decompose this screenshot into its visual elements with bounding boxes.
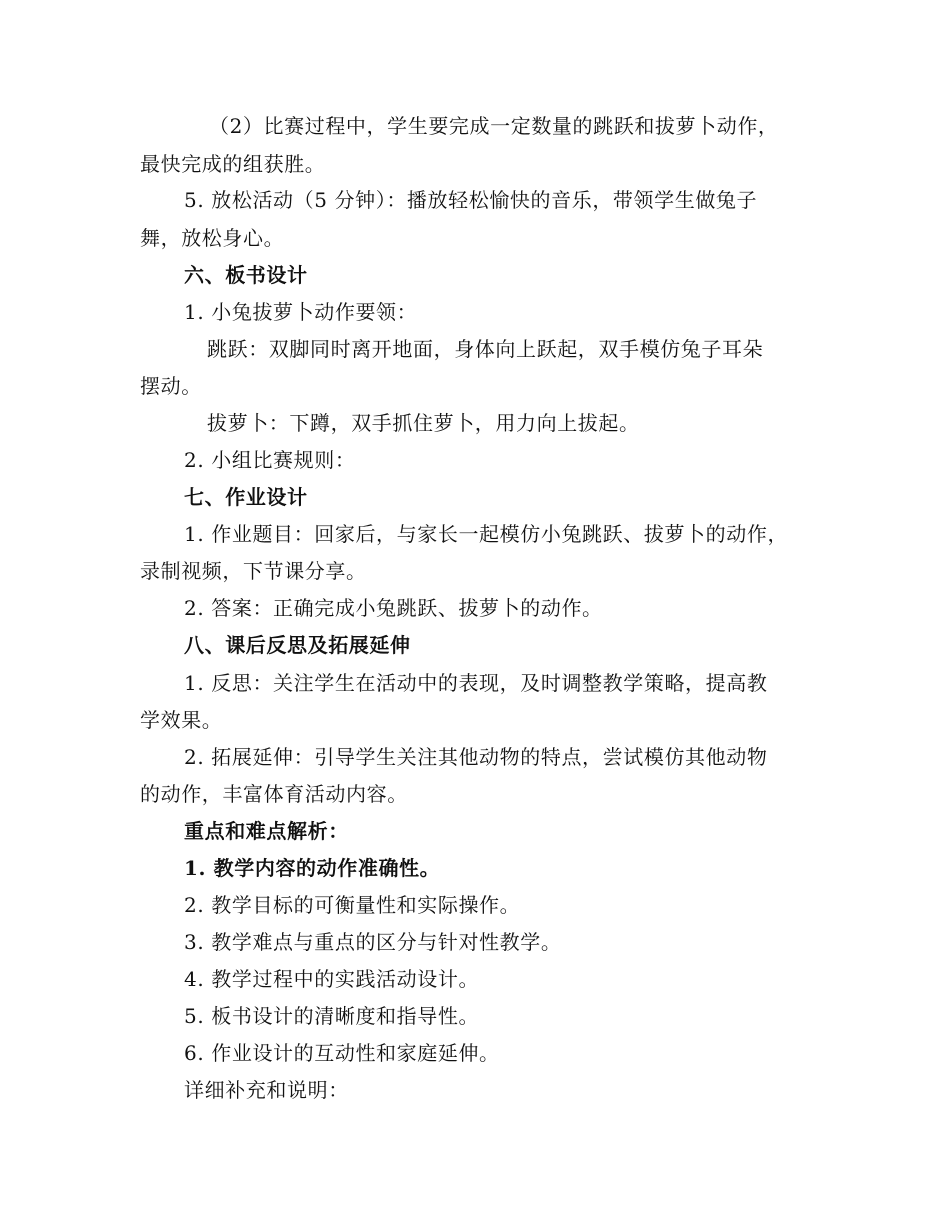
list-item: 1. 反思：关注学生在活动中的表现，及时调整教学策略，提高教 bbox=[184, 671, 768, 695]
list-item: 2. 答案：正确完成小兔跳跃、拔萝卜的动作。 bbox=[184, 596, 603, 620]
list-item: 1. 小兔拔萝卜动作要领： bbox=[184, 300, 418, 324]
detail-heading: 详细补充和说明： bbox=[184, 1078, 349, 1102]
section-heading-7: 七、作业设计 bbox=[184, 485, 308, 509]
list-item: 3. 教学难点与重点的区分与针对性教学。 bbox=[184, 930, 562, 954]
section-heading-6: 六、板书设计 bbox=[184, 263, 308, 287]
section-heading-8: 八、课后反思及拓展延伸 bbox=[184, 633, 411, 657]
list-item: 2. 教学目标的可衡量性和实际操作。 bbox=[184, 893, 521, 917]
paragraph-line: 摆动。 bbox=[140, 374, 202, 398]
paragraph-line: 学效果。 bbox=[140, 708, 223, 732]
key-points-heading: 重点和难点解析： bbox=[184, 819, 349, 843]
paragraph-line: 舞，放松身心。 bbox=[140, 226, 285, 250]
paragraph-line: 拔萝卜：下蹲，双手抓住萝卜，用力向上拔起。 bbox=[207, 411, 640, 435]
list-item: 1. 教学内容的动作准确性。 bbox=[184, 856, 441, 880]
list-item: 1. 作业题目：回家后，与家长一起模仿小兔跳跃、拔萝卜的动作， bbox=[184, 522, 789, 546]
paragraph-line: 的动作，丰富体育活动内容。 bbox=[140, 782, 408, 806]
list-item: 6. 作业设计的互动性和家庭延伸。 bbox=[184, 1041, 500, 1065]
paragraph-line: 最快完成的组获胜。 bbox=[140, 152, 326, 176]
paragraph-line: （2）比赛过程中，学生要完成一定数量的跳跃和拔萝卜动作， bbox=[209, 114, 779, 138]
list-item: 2. 拓展延伸：引导学生关注其他动物的特点，尝试模仿其他动物 bbox=[184, 745, 768, 769]
list-item: 4. 教学过程中的实践活动设计。 bbox=[184, 967, 480, 991]
paragraph-line: 跳跃：双脚同时离开地面，身体向上跃起，双手模仿兔子耳朵 bbox=[207, 337, 764, 361]
paragraph-line: 5. 放松活动（5 分钟）：播放轻松愉快的音乐，带领学生做兔子 bbox=[184, 188, 758, 212]
list-item: 2. 小组比赛规则： bbox=[184, 448, 356, 472]
paragraph-line: 录制视频，下节课分享。 bbox=[140, 559, 367, 583]
list-item: 5. 板书设计的清晰度和指导性。 bbox=[184, 1004, 480, 1028]
